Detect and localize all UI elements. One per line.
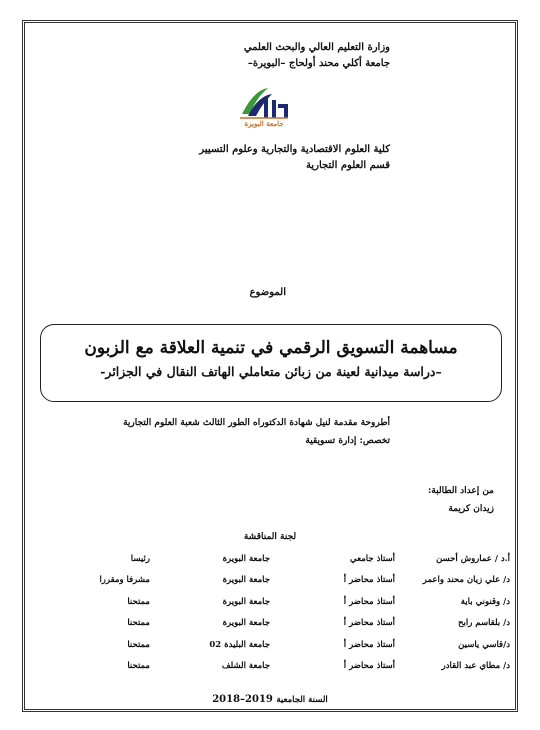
member-rank: أستاذ محاضر أ: [343, 661, 395, 672]
prepared-by-label: من إعداد الطالبة:: [427, 486, 494, 496]
academic-year-label: السنة الجامعية: [276, 695, 328, 705]
thesis-block: [90, 414, 390, 450]
committee-row: [40, 656, 510, 678]
committee-row: [40, 591, 510, 613]
member-rank: أستاذ جامعي: [350, 553, 395, 564]
prepared-by-block: [374, 482, 494, 518]
student-name: زيدان كريمة: [448, 504, 494, 514]
member-name: د/ مطاي عبد القادر: [441, 661, 510, 672]
member-role: ممتحنا: [127, 596, 150, 607]
committee-row: [40, 548, 510, 570]
committee-row: [40, 634, 510, 656]
academic-year-value: 2018–2019: [212, 694, 273, 705]
member-name: أ.د / عماروش أحسن: [436, 553, 510, 564]
main-title: مساهمة التسويق الرقمي في تنمية العلاقة مع الزبون: [84, 338, 458, 358]
member-role: ممتحنا: [127, 661, 150, 672]
member-role: ممتحنا: [127, 618, 150, 629]
sub-title: –دراسة ميدانية لعينة من زبائن متعاملي الهاتف النقال في الجزائر-: [100, 364, 442, 379]
department-name: قسم العلوم التجارية: [306, 160, 390, 171]
committee-title: لجنة المناقشة: [243, 532, 297, 542]
member-name: د/ وقنوني باية: [460, 596, 510, 607]
title-box: [40, 324, 502, 402]
member-university: جامعة البليدة 02: [209, 639, 270, 650]
member-rank: أستاذ محاضر أ: [343, 639, 395, 650]
member-name: د/قاسي ياسين: [458, 639, 510, 650]
specialization: تخصص: إدارة تسويقية: [305, 436, 390, 446]
member-role: رئيسا: [130, 553, 150, 564]
university-name: جامعة أكلي محند أولحاج –البويرة–: [247, 58, 390, 69]
member-university: جامعة الشلف: [221, 661, 270, 672]
member-name: د/ علي زيان محند واعمر: [422, 575, 510, 586]
header-block: [170, 40, 390, 72]
committee-row: [40, 613, 510, 635]
committee-row: [40, 570, 510, 592]
academic-year: [0, 694, 540, 705]
member-university: جامعة البويرة: [222, 553, 270, 564]
faculty-name: كلية العلوم الاقتصادية والتجارية وعلوم التسيير: [199, 144, 390, 155]
member-rank: أستاذ محاضر أ: [343, 575, 395, 586]
thesis-description: أطروحة مقدمة لنيل شهادة الدكتوراه الطور الثالث شعبة العلوم التجارية: [123, 418, 390, 428]
member-university: جامعة البويرة: [222, 596, 270, 607]
member-university: جامعة البويرة: [222, 618, 270, 629]
subject-label: الموضوع: [249, 287, 286, 298]
member-role: مشرفا ومقررا: [99, 575, 150, 586]
logo-caption: جامعة البويرة: [244, 119, 284, 128]
university-logo: [234, 86, 294, 132]
faculty-block: [140, 142, 390, 174]
member-rank: أستاذ محاضر أ: [343, 618, 395, 629]
member-role: ممتحنا: [127, 639, 150, 650]
member-rank: أستاذ محاضر أ: [343, 596, 395, 607]
member-name: د/ بلقاسم رابح: [458, 618, 510, 629]
committee-table: [40, 548, 510, 677]
ministry-name: وزارة التعليم العالي والبحث العلمي: [243, 42, 390, 53]
member-university: جامعة البويرة: [222, 575, 270, 586]
